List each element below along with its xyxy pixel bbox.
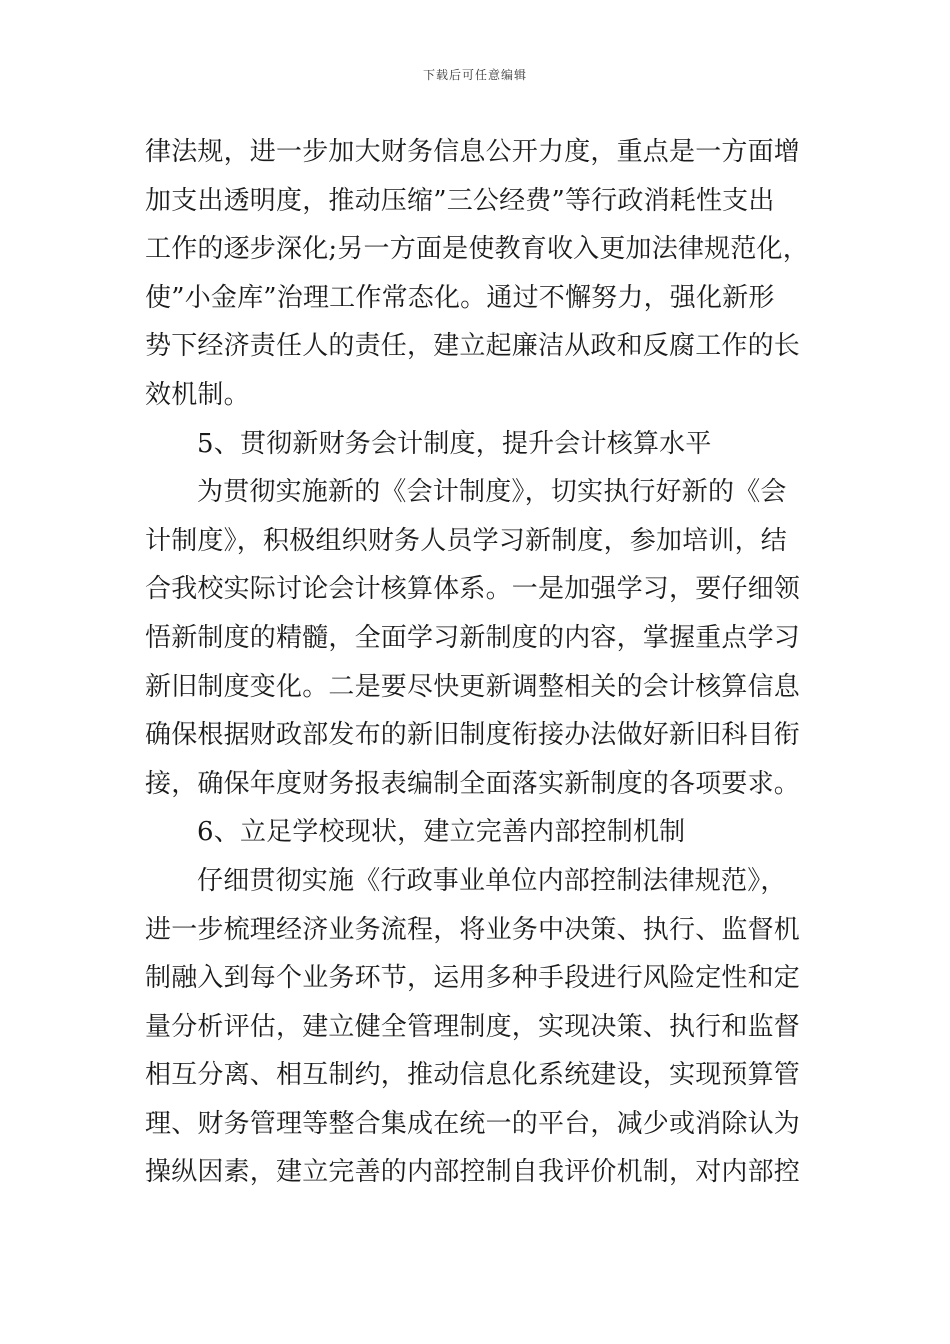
text-line: 仔细贯彻实施《行政事业单位内部控制法律规范》，: [197, 865, 787, 896]
text-line: 加支出透明度，推动压缩”三公经费”等行政消耗性支出: [145, 185, 775, 216]
document-body: [145, 128, 810, 1197]
text-line: 相互分离、相互制约，推动信息化系统建设，实现预算管: [145, 1060, 801, 1091]
text-line: 律法规，进一步加大财务信息公开力度，重点是一方面增: [145, 137, 801, 167]
text-line: 计制度》，积极组织财务人员学习新制度，参加培训，结: [145, 525, 788, 556]
section-heading: 5、贯彻新财务会计制度，提升会计核算水平: [197, 428, 712, 459]
text-line: 接，确保年度财务报表编制全面落实新制度的各项要求。: [145, 768, 801, 799]
text-line: 量分析评估，建立健全管理制度，实现决策、执行和监督: [145, 1011, 801, 1042]
text-line: 为贯彻实施新的《会计制度》，切实执行好新的《会: [197, 477, 787, 508]
text-line: 工作的逐步深化;另一方面是使教育收入更加法律规范化，: [145, 234, 809, 265]
text-line: 理、财务管理等整合集成在统一的平台，减少或消除认为: [145, 1108, 801, 1139]
text-line: 效机制。: [145, 379, 250, 410]
text-line: 势下经济责任人的责任，建立起廉洁从政和反腐工作的长: [145, 331, 801, 362]
text-line: 进一步梳理经济业务流程，将业务中决策、执行、监督机: [145, 914, 801, 945]
text-line: 使”小金库”治理工作常态化。通过不懈努力，强化新形: [145, 282, 775, 313]
text-line: 合我校实际讨论会计核算体系。一是加强学习，要仔细领: [145, 574, 801, 605]
section-heading: 6、立足学校现状，建立完善内部控制机制: [197, 817, 686, 848]
page-header: 下载后可任意编辑: [422, 68, 527, 82]
text-line: 悟新制度的精髓，全面学习新制度的内容，掌握重点学习: [145, 622, 801, 653]
text-line: 确保根据财政部发布的新旧制度衔接办法做好新旧科目衔: [145, 720, 801, 751]
text-line: 操纵因素，建立完善的内部控制自我评价机制，对内部控: [145, 1157, 801, 1188]
text-line: 新旧制度变化。二是要尽快更新调整相关的会计核算信息: [145, 671, 801, 702]
text-line: 制融入到每个业务环节，运用多种手段进行风险定性和定: [145, 963, 801, 994]
